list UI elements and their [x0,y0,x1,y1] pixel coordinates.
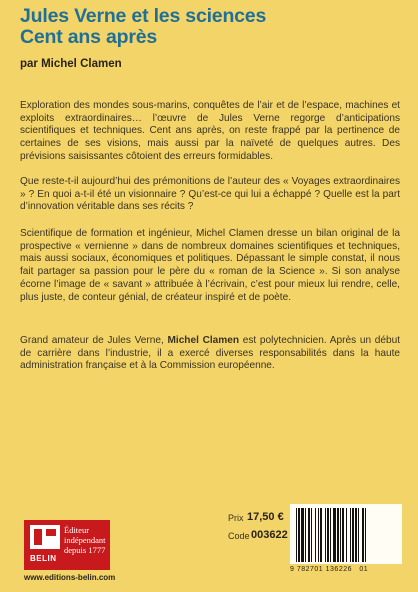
book-title [20,6,266,48]
barcode [290,504,402,564]
title-line-2: Cent ans après [20,26,158,48]
author-bio-start: Grand amateur de Jules Verne, [20,335,168,346]
author-bio [20,335,400,373]
isbn-number: 9 782701 136226 01 [290,566,369,573]
price-value: 17,50 € [247,511,284,523]
code-label: Code [228,531,250,541]
blurb-paragraph-3: Scientifique de formation et ingénieur, Michel Clamen dresse un bilan original de la prospective « vernienne » dans de nombreux domaines scientifiques et techniques, mais aussi sociaux, économiques et politiques. Dépassant le simple constat, il nous fait partager sa passion pour le père du « roman de la Science ». Si son analyse écorne l’image de « savant » attribuée à l’écrivain, c’est pour mieux lui rendre, celle, plus juste, de conteur génial, de créateur inspiré et de poète. [20,228,400,303]
publisher-tagline-3: depuis 1777 [64,545,106,555]
author-bio-name: Michel Clamen [167,335,240,346]
blurb-paragraph-2: Que reste-t-il aujourd’hui des prémonitions de l’auteur des « Voyages extraordinaires » ? En quoi a-t-il été un visionnaire ? Qu’est-ce qui lui a échappé ? Quelle est la part d’innovation véritable dans ses récits ? [20,176,400,213]
author-byline: par Michel Clamen [20,58,122,70]
author-bio-end: est polytechnicien. Après un début de carrière dans l’industrie, il a exercé diverses responsabilités dans la haute administration française et à la Commission européenne. [20,335,400,372]
title-line-1: Jules Verne et les sciences [20,5,267,27]
code-value: 003622 [251,529,288,541]
publisher-tagline-2: indépendant [64,535,106,545]
publisher-website: www.editions-belin.com [24,573,116,582]
barcode-bars-icon [296,508,396,564]
belin-emblem-icon [30,525,60,549]
publisher-logo [24,520,110,570]
publisher-name: BELIN [30,554,57,563]
publisher-tagline-1: Éditeur [64,525,90,535]
price-label: Prix [228,513,244,523]
blurb-paragraph-1: Exploration des mondes sous-marins, conquêtes de l’air et de l’espace, machines et exploits extraordinaires… l’œuvre de Jules Verne regorge d’anticipations scientifiques et techniques. Cent ans après, on reste frappé par la pertinence de certaines de ses visions, mais aussi par la naïveté de quelques autres. Des prévisions saisissantes côtoient des erreurs formidables. [20,100,400,162]
